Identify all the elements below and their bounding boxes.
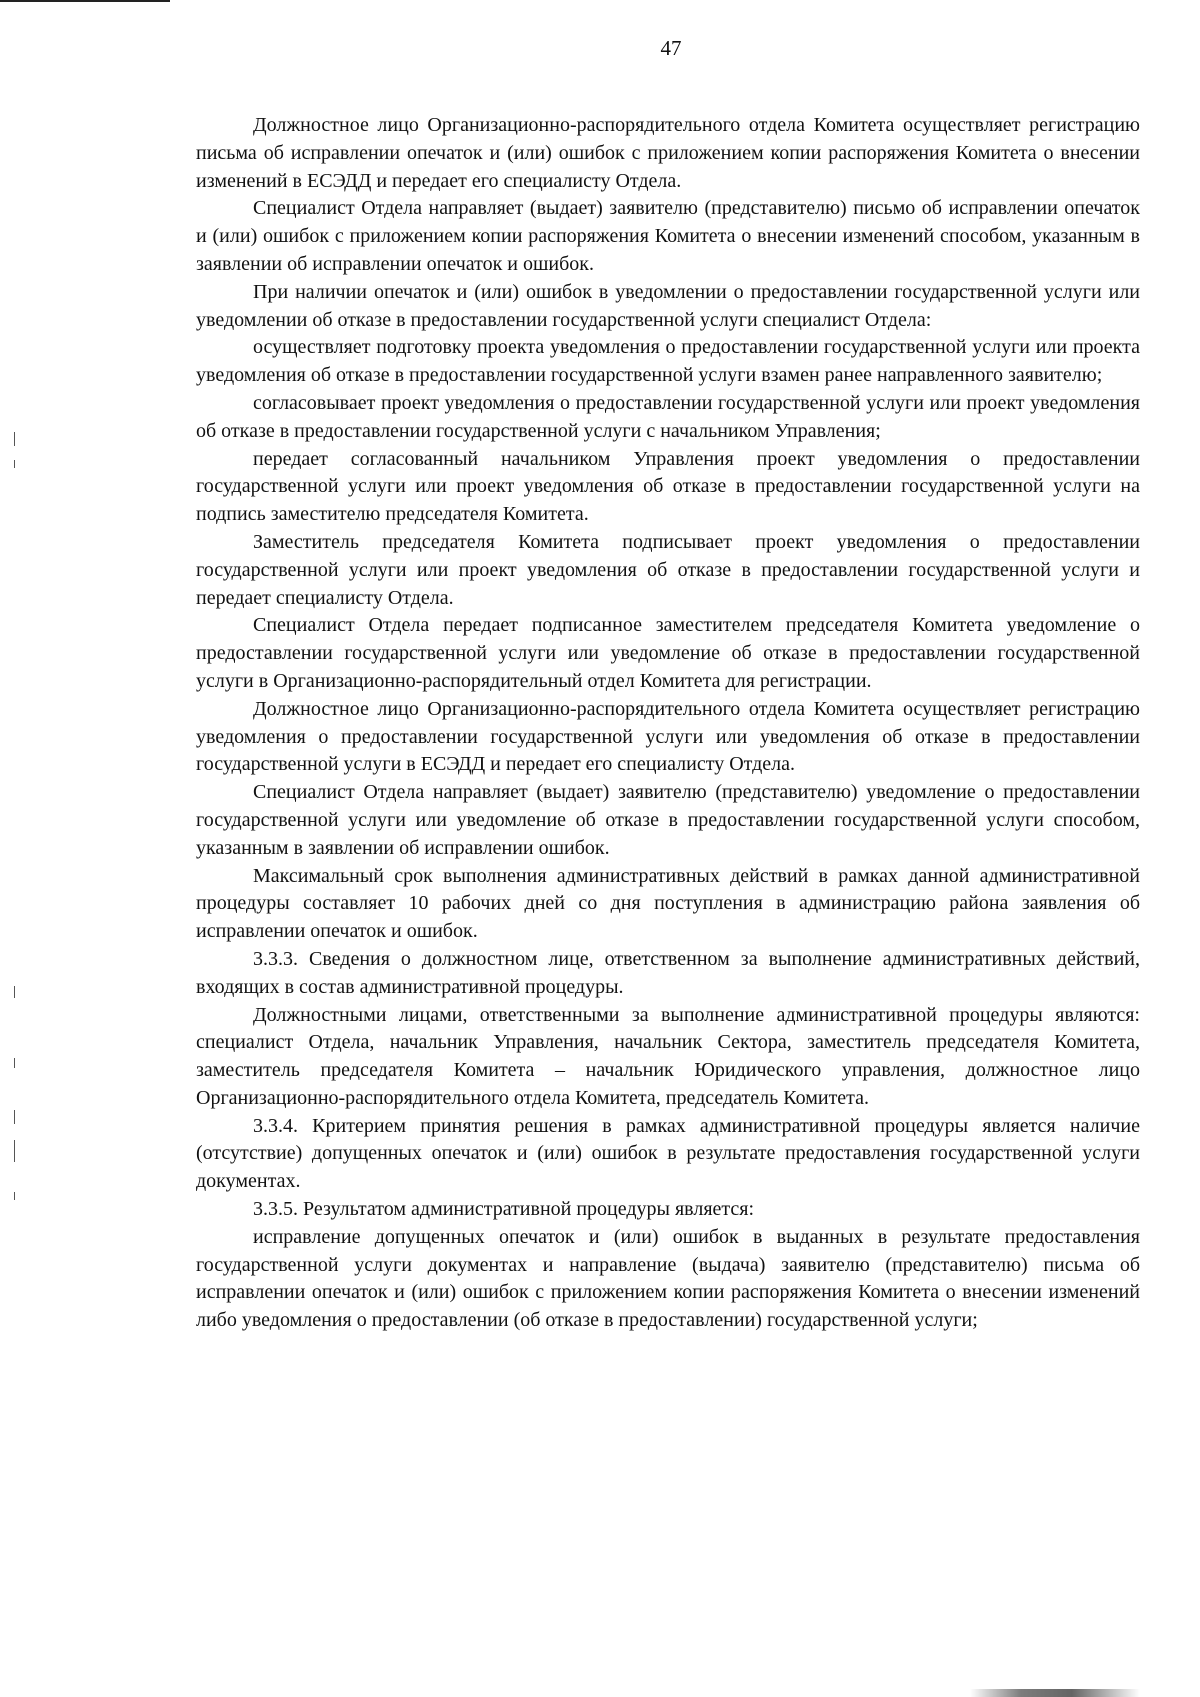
document-body [196,112,1140,1335]
paragraph: Должностное лицо Организационно-распорядительного отдела Комитета осуществляет регистрацию письма об исправлении опечаток и (или) ошибок с приложением копии распоряжения Комитета о внесении изменений в ЕСЭДД и передает его специалисту Отдела. [196,114,1140,192]
paragraph: Должностное лицо Организационно-распорядительного отдела Комитета осуществляет регистрацию уведомления о предоставлении государственной услуги или уведомления об отказе в предоставлении государственной услуги в ЕСЭДД и передает его специалисту Отдела. [196,697,1140,776]
paragraph: исправление допущенных опечаток и (или) ошибок в выданных в результате предоставления государственной услуги документах и направление (выдача) заявителю (представителю) письма об исправлении опечаток и (или) ошибок с приложением копии распоряжения Комитета о внесении изменений либо уведомления о предоставлении (об отказе в предоставлении) государственной услуги; [196,1225,1140,1332]
paragraph: При наличии опечаток и (или) ошибок в уведомлении о предоставлении государственной услуги или уведомлении об отказе в предоставлении государственной услуги специалист Отдела: [196,280,1140,331]
scan-mark [14,1058,15,1068]
paragraph: Специалист Отдела передает подписанное заместителем председателя Комитета уведомление о предоставлении государственной услуги или уведомление об отказе в предоставлении государственной услуги в Организационно-распорядительный отдел Комитета для регистрации. [196,614,1140,692]
paragraph: передает согласованный начальником Управления проект уведомления о предоставлении государственной услуги или проект уведомления об отказе в предоставлении государственной услуги на подпись заместителю председателя Комитета. [196,447,1140,526]
paragraph: Должностными лицами, ответственными за выполнение административной процедуры являются: специалист Отдела, начальник Управления, начальник Сектора, заместитель председателя Комитета, заместитель председателя Комитета – начальник Юридического управления, должностное лицо Организационно-распорядительного отдела Комитета, председатель Комитета. [196,1003,1140,1109]
paragraph: Максимальный срок выполнения административных действий в рамках данной административной процедуры составляет 10 рабочих дней со дня поступления в администрацию района заявления об исправлении опечаток и ошибок. [196,864,1140,943]
page-number: 47 [660,36,682,60]
scan-smudge [970,1689,1140,1697]
scan-mark [14,460,15,468]
paragraph: осуществляет подготовку проекта уведомления о предоставлении государственной услуги или проекта уведомления об отказе в предоставлении государственной услуги взамен ранее направленного заявителю; [196,336,1140,387]
scan-mark [14,1110,15,1124]
scan-mark [14,432,15,446]
scan-mark [14,1192,15,1200]
paragraph: Специалист Отдела направляет (выдает) заявителю (представителю) уведомление о предоставлении государственной услуги или уведомление об отказе в предоставлении государственной услуги способом, указанным в заявлении об исправлении ошибок. [196,781,1140,859]
scan-mark [14,1140,15,1162]
paragraph: Заместитель председателя Комитета подписывает проект уведомления о предоставлении государственной услуги или проект уведомления об отказе в предоставлении государственной услуги и передает специалисту Отдела. [196,530,1140,609]
paragraph: 3.3.4. Критерием принятия решения в рамках административной процедуры является наличие (отсутствие) допущенных опечаток и (или) ошибок в результате предоставления государственной услуги документах. [196,1114,1140,1193]
scan-top-rule [0,0,170,2]
paragraph: 3.3.5. Результатом административной процедуры является: [253,1198,755,1221]
scan-mark [14,986,15,998]
paragraph: согласовывает проект уведомления о предоставлении государственной услуги или проект уведомления об отказе в предоставлении государственной услуги с начальником Управления; [196,391,1140,442]
paragraph: 3.3.3. Сведения о должностном лице, ответственном за выполнение административных действий, входящих в состав административной процедуры. [196,947,1140,998]
paragraph: Специалист Отдела направляет (выдает) заявителю (представителю) письмо об исправлении опечаток и (или) ошибок с приложением копии распоряжения Комитета о внесении изменений способом, указанным в заявлении об исправлении опечаток и ошибок. [196,197,1140,275]
